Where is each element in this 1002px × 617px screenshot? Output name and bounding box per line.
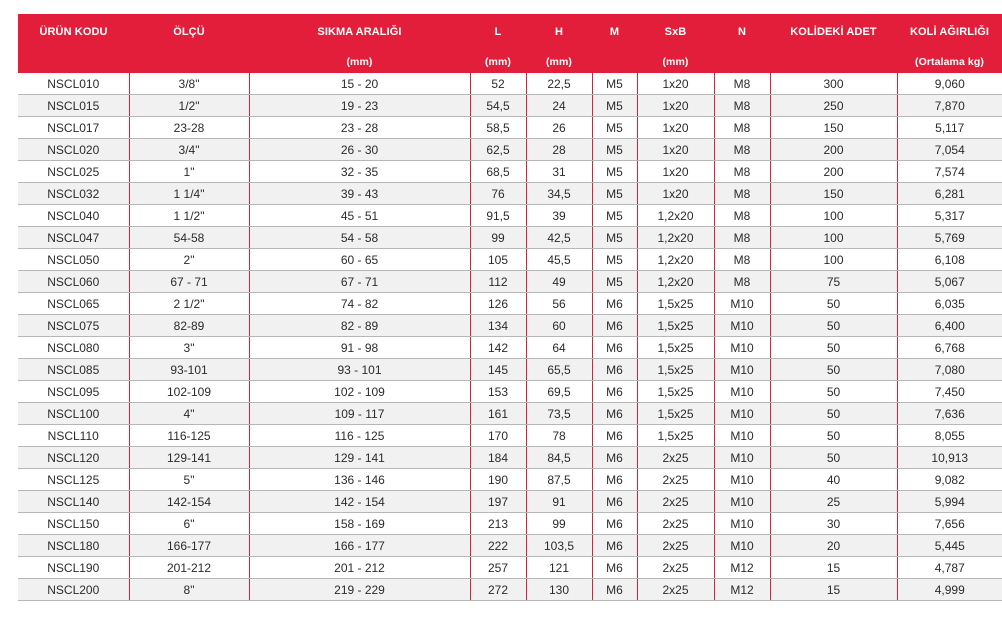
cell-h: 121 bbox=[526, 557, 592, 579]
subheader-sxb-unit: (mm) bbox=[637, 50, 714, 73]
cell-l: 58,5 bbox=[470, 117, 526, 139]
cell-koli-agirligi: 6,108 bbox=[897, 249, 1002, 271]
header-l: L bbox=[470, 14, 526, 50]
cell-sxb: 1,5x25 bbox=[637, 293, 714, 315]
cell-h: 42,5 bbox=[526, 227, 592, 249]
cell-n: M8 bbox=[714, 183, 770, 205]
cell-l: 142 bbox=[470, 337, 526, 359]
cell-h: 103,5 bbox=[526, 535, 592, 557]
table-row bbox=[18, 381, 1002, 403]
subheader-row bbox=[18, 50, 1002, 73]
table-row bbox=[18, 579, 1002, 601]
cell-l: 145 bbox=[470, 359, 526, 381]
header-sikma-araligi: SIKMA ARALIĞI bbox=[249, 14, 470, 50]
cell-koli-agirligi: 5,117 bbox=[897, 117, 1002, 139]
cell-olcu: 129-141 bbox=[129, 447, 249, 469]
cell-n: M10 bbox=[714, 337, 770, 359]
cell-n: M10 bbox=[714, 359, 770, 381]
cell-olcu: 1/2" bbox=[129, 95, 249, 117]
header-koli-agirligi: KOLİ AĞIRLIĞI bbox=[897, 14, 1002, 50]
cell-l: 68,5 bbox=[470, 161, 526, 183]
cell-olcu: 116-125 bbox=[129, 425, 249, 447]
cell-n: M12 bbox=[714, 557, 770, 579]
table-row bbox=[18, 95, 1002, 117]
cell-urun-kodu: NSCL020 bbox=[18, 139, 129, 161]
cell-koli-agirligi: 7,574 bbox=[897, 161, 1002, 183]
cell-sikma-araligi: 19 - 23 bbox=[249, 95, 470, 117]
cell-n: M10 bbox=[714, 293, 770, 315]
header-m: M bbox=[592, 14, 637, 50]
cell-l: 52 bbox=[470, 73, 526, 95]
cell-m: M6 bbox=[592, 425, 637, 447]
subheader-h-unit: (mm) bbox=[526, 50, 592, 73]
cell-olcu: 6" bbox=[129, 513, 249, 535]
cell-l: 134 bbox=[470, 315, 526, 337]
cell-h: 26 bbox=[526, 117, 592, 139]
cell-h: 91 bbox=[526, 491, 592, 513]
cell-olcu: 4" bbox=[129, 403, 249, 425]
cell-sxb: 1x20 bbox=[637, 73, 714, 95]
cell-urun-kodu: NSCL017 bbox=[18, 117, 129, 139]
cell-h: 56 bbox=[526, 293, 592, 315]
subheader-sikma-araligi-unit: (mm) bbox=[249, 50, 470, 73]
cell-sxb: 1,5x25 bbox=[637, 403, 714, 425]
cell-n: M8 bbox=[714, 249, 770, 271]
cell-sxb: 1x20 bbox=[637, 161, 714, 183]
cell-h: 87,5 bbox=[526, 469, 592, 491]
cell-urun-kodu: NSCL150 bbox=[18, 513, 129, 535]
cell-m: M6 bbox=[592, 447, 637, 469]
table-row bbox=[18, 161, 1002, 183]
cell-l: 105 bbox=[470, 249, 526, 271]
cell-sxb: 2x25 bbox=[637, 513, 714, 535]
cell-n: M10 bbox=[714, 315, 770, 337]
cell-m: M6 bbox=[592, 337, 637, 359]
cell-kolideki-adet: 150 bbox=[770, 117, 897, 139]
table-row bbox=[18, 139, 1002, 161]
cell-sxb: 1x20 bbox=[637, 139, 714, 161]
cell-sikma-araligi: 219 - 229 bbox=[249, 579, 470, 601]
cell-urun-kodu: NSCL095 bbox=[18, 381, 129, 403]
cell-urun-kodu: NSCL050 bbox=[18, 249, 129, 271]
cell-olcu: 3/8" bbox=[129, 73, 249, 95]
cell-m: M6 bbox=[592, 381, 637, 403]
cell-sikma-araligi: 26 - 30 bbox=[249, 139, 470, 161]
cell-h: 60 bbox=[526, 315, 592, 337]
table-row bbox=[18, 557, 1002, 579]
cell-m: M6 bbox=[592, 535, 637, 557]
cell-n: M8 bbox=[714, 161, 770, 183]
cell-l: 257 bbox=[470, 557, 526, 579]
cell-l: 190 bbox=[470, 469, 526, 491]
cell-koli-agirligi: 6,281 bbox=[897, 183, 1002, 205]
table-row bbox=[18, 469, 1002, 491]
header-kolideki-adet: KOLİDEKİ ADET bbox=[770, 14, 897, 50]
subheader-olcu bbox=[129, 50, 249, 73]
cell-kolideki-adet: 50 bbox=[770, 447, 897, 469]
cell-h: 69,5 bbox=[526, 381, 592, 403]
cell-olcu: 82-89 bbox=[129, 315, 249, 337]
subheader-n bbox=[714, 50, 770, 73]
cell-olcu: 1 1/2" bbox=[129, 205, 249, 227]
cell-sikma-araligi: 109 - 117 bbox=[249, 403, 470, 425]
cell-sikma-araligi: 102 - 109 bbox=[249, 381, 470, 403]
table-row bbox=[18, 359, 1002, 381]
cell-urun-kodu: NSCL065 bbox=[18, 293, 129, 315]
cell-sxb: 1,2x20 bbox=[637, 205, 714, 227]
cell-olcu: 201-212 bbox=[129, 557, 249, 579]
cell-koli-agirligi: 7,080 bbox=[897, 359, 1002, 381]
cell-kolideki-adet: 15 bbox=[770, 557, 897, 579]
cell-h: 78 bbox=[526, 425, 592, 447]
cell-m: M5 bbox=[592, 139, 637, 161]
cell-m: M5 bbox=[592, 271, 637, 293]
header-sxb: SxB bbox=[637, 14, 714, 50]
cell-kolideki-adet: 40 bbox=[770, 469, 897, 491]
cell-sikma-araligi: 54 - 58 bbox=[249, 227, 470, 249]
cell-m: M6 bbox=[592, 513, 637, 535]
cell-sxb: 1,5x25 bbox=[637, 315, 714, 337]
cell-m: M6 bbox=[592, 557, 637, 579]
cell-n: M8 bbox=[714, 95, 770, 117]
cell-olcu: 2" bbox=[129, 249, 249, 271]
cell-sxb: 1x20 bbox=[637, 95, 714, 117]
cell-olcu: 23-28 bbox=[129, 117, 249, 139]
cell-sikma-araligi: 93 - 101 bbox=[249, 359, 470, 381]
cell-m: M5 bbox=[592, 161, 637, 183]
cell-m: M6 bbox=[592, 403, 637, 425]
cell-kolideki-adet: 50 bbox=[770, 337, 897, 359]
cell-m: M5 bbox=[592, 249, 637, 271]
cell-sikma-araligi: 201 - 212 bbox=[249, 557, 470, 579]
cell-olcu: 1" bbox=[129, 161, 249, 183]
cell-olcu: 8" bbox=[129, 579, 249, 601]
cell-h: 28 bbox=[526, 139, 592, 161]
table-row bbox=[18, 227, 1002, 249]
table-row bbox=[18, 205, 1002, 227]
cell-l: 112 bbox=[470, 271, 526, 293]
cell-sikma-araligi: 23 - 28 bbox=[249, 117, 470, 139]
table-row bbox=[18, 293, 1002, 315]
cell-l: 99 bbox=[470, 227, 526, 249]
cell-koli-agirligi: 5,317 bbox=[897, 205, 1002, 227]
cell-kolideki-adet: 15 bbox=[770, 579, 897, 601]
cell-kolideki-adet: 50 bbox=[770, 293, 897, 315]
cell-kolideki-adet: 50 bbox=[770, 403, 897, 425]
cell-sikma-araligi: 74 - 82 bbox=[249, 293, 470, 315]
cell-l: 184 bbox=[470, 447, 526, 469]
cell-h: 73,5 bbox=[526, 403, 592, 425]
cell-n: M10 bbox=[714, 469, 770, 491]
cell-sxb: 1x20 bbox=[637, 183, 714, 205]
cell-sxb: 1,2x20 bbox=[637, 271, 714, 293]
cell-urun-kodu: NSCL140 bbox=[18, 491, 129, 513]
cell-l: 126 bbox=[470, 293, 526, 315]
cell-sxb: 1,2x20 bbox=[637, 227, 714, 249]
cell-l: 222 bbox=[470, 535, 526, 557]
cell-koli-agirligi: 9,082 bbox=[897, 469, 1002, 491]
cell-m: M6 bbox=[592, 469, 637, 491]
subheader-urun-kodu bbox=[18, 50, 129, 73]
cell-kolideki-adet: 100 bbox=[770, 205, 897, 227]
cell-n: M10 bbox=[714, 491, 770, 513]
cell-kolideki-adet: 50 bbox=[770, 381, 897, 403]
cell-kolideki-adet: 50 bbox=[770, 315, 897, 337]
cell-urun-kodu: NSCL190 bbox=[18, 557, 129, 579]
cell-olcu: 3/4" bbox=[129, 139, 249, 161]
cell-kolideki-adet: 100 bbox=[770, 249, 897, 271]
cell-sikma-araligi: 15 - 20 bbox=[249, 73, 470, 95]
cell-m: M6 bbox=[592, 579, 637, 601]
cell-n: M12 bbox=[714, 579, 770, 601]
cell-m: M6 bbox=[592, 293, 637, 315]
cell-koli-agirligi: 8,055 bbox=[897, 425, 1002, 447]
cell-l: 76 bbox=[470, 183, 526, 205]
cell-sikma-araligi: 116 - 125 bbox=[249, 425, 470, 447]
cell-l: 272 bbox=[470, 579, 526, 601]
cell-kolideki-adet: 50 bbox=[770, 425, 897, 447]
cell-koli-agirligi: 10,913 bbox=[897, 447, 1002, 469]
cell-n: M10 bbox=[714, 535, 770, 557]
cell-urun-kodu: NSCL180 bbox=[18, 535, 129, 557]
subheader-l-unit: (mm) bbox=[470, 50, 526, 73]
cell-urun-kodu: NSCL010 bbox=[18, 73, 129, 95]
cell-m: M5 bbox=[592, 183, 637, 205]
table-row bbox=[18, 535, 1002, 557]
cell-koli-agirligi: 9,060 bbox=[897, 73, 1002, 95]
cell-sxb: 2x25 bbox=[637, 447, 714, 469]
table-body bbox=[18, 73, 1002, 601]
cell-kolideki-adet: 25 bbox=[770, 491, 897, 513]
cell-h: 99 bbox=[526, 513, 592, 535]
cell-sikma-araligi: 82 - 89 bbox=[249, 315, 470, 337]
cell-koli-agirligi: 5,769 bbox=[897, 227, 1002, 249]
cell-urun-kodu: NSCL100 bbox=[18, 403, 129, 425]
table-row bbox=[18, 249, 1002, 271]
table-row bbox=[18, 271, 1002, 293]
subheader-m bbox=[592, 50, 637, 73]
cell-h: 34,5 bbox=[526, 183, 592, 205]
cell-koli-agirligi: 5,445 bbox=[897, 535, 1002, 557]
cell-sikma-araligi: 91 - 98 bbox=[249, 337, 470, 359]
subheader-koli-agirligi-unit: (Ortalama kg) bbox=[897, 50, 1002, 73]
cell-sxb: 2x25 bbox=[637, 469, 714, 491]
cell-l: 197 bbox=[470, 491, 526, 513]
cell-n: M10 bbox=[714, 425, 770, 447]
cell-n: M8 bbox=[714, 271, 770, 293]
cell-n: M8 bbox=[714, 73, 770, 95]
cell-n: M10 bbox=[714, 447, 770, 469]
cell-sikma-araligi: 60 - 65 bbox=[249, 249, 470, 271]
cell-olcu: 5" bbox=[129, 469, 249, 491]
cell-n: M8 bbox=[714, 227, 770, 249]
cell-l: 161 bbox=[470, 403, 526, 425]
cell-koli-agirligi: 4,787 bbox=[897, 557, 1002, 579]
cell-n: M10 bbox=[714, 513, 770, 535]
cell-olcu: 1 1/4" bbox=[129, 183, 249, 205]
table-row bbox=[18, 403, 1002, 425]
subheader-kolideki-adet bbox=[770, 50, 897, 73]
cell-kolideki-adet: 75 bbox=[770, 271, 897, 293]
cell-olcu: 3" bbox=[129, 337, 249, 359]
cell-l: 213 bbox=[470, 513, 526, 535]
cell-m: M6 bbox=[592, 315, 637, 337]
cell-h: 45,5 bbox=[526, 249, 592, 271]
cell-koli-agirligi: 7,656 bbox=[897, 513, 1002, 535]
cell-urun-kodu: NSCL025 bbox=[18, 161, 129, 183]
cell-olcu: 102-109 bbox=[129, 381, 249, 403]
cell-kolideki-adet: 200 bbox=[770, 139, 897, 161]
cell-sxb: 1,5x25 bbox=[637, 359, 714, 381]
cell-koli-agirligi: 6,400 bbox=[897, 315, 1002, 337]
cell-n: M8 bbox=[714, 117, 770, 139]
cell-h: 24 bbox=[526, 95, 592, 117]
cell-kolideki-adet: 100 bbox=[770, 227, 897, 249]
product-spec-table bbox=[18, 14, 1002, 601]
cell-urun-kodu: NSCL060 bbox=[18, 271, 129, 293]
cell-h: 130 bbox=[526, 579, 592, 601]
cell-n: M8 bbox=[714, 205, 770, 227]
header-n: N bbox=[714, 14, 770, 50]
header-h: H bbox=[526, 14, 592, 50]
cell-urun-kodu: NSCL032 bbox=[18, 183, 129, 205]
cell-m: M6 bbox=[592, 359, 637, 381]
cell-koli-agirligi: 5,994 bbox=[897, 491, 1002, 513]
table-row bbox=[18, 183, 1002, 205]
cell-sikma-araligi: 142 - 154 bbox=[249, 491, 470, 513]
cell-urun-kodu: NSCL040 bbox=[18, 205, 129, 227]
cell-koli-agirligi: 7,054 bbox=[897, 139, 1002, 161]
table-row bbox=[18, 117, 1002, 139]
cell-olcu: 142-154 bbox=[129, 491, 249, 513]
cell-olcu: 54-58 bbox=[129, 227, 249, 249]
cell-l: 153 bbox=[470, 381, 526, 403]
table-row bbox=[18, 447, 1002, 469]
cell-h: 49 bbox=[526, 271, 592, 293]
cell-olcu: 67 - 71 bbox=[129, 271, 249, 293]
table-row bbox=[18, 337, 1002, 359]
cell-m: M5 bbox=[592, 73, 637, 95]
cell-sxb: 1,5x25 bbox=[637, 337, 714, 359]
cell-m: M6 bbox=[592, 491, 637, 513]
cell-sxb: 2x25 bbox=[637, 579, 714, 601]
cell-koli-agirligi: 7,870 bbox=[897, 95, 1002, 117]
cell-h: 64 bbox=[526, 337, 592, 359]
cell-koli-agirligi: 4,999 bbox=[897, 579, 1002, 601]
table-header bbox=[18, 14, 1002, 73]
cell-h: 31 bbox=[526, 161, 592, 183]
table-row bbox=[18, 491, 1002, 513]
cell-sikma-araligi: 45 - 51 bbox=[249, 205, 470, 227]
cell-urun-kodu: NSCL080 bbox=[18, 337, 129, 359]
cell-sxb: 2x25 bbox=[637, 491, 714, 513]
cell-urun-kodu: NSCL075 bbox=[18, 315, 129, 337]
cell-koli-agirligi: 7,636 bbox=[897, 403, 1002, 425]
cell-sxb: 1,5x25 bbox=[637, 381, 714, 403]
cell-sikma-araligi: 39 - 43 bbox=[249, 183, 470, 205]
cell-sikma-araligi: 166 - 177 bbox=[249, 535, 470, 557]
table-row bbox=[18, 425, 1002, 447]
cell-kolideki-adet: 30 bbox=[770, 513, 897, 535]
cell-kolideki-adet: 300 bbox=[770, 73, 897, 95]
cell-koli-agirligi: 6,035 bbox=[897, 293, 1002, 315]
cell-m: M5 bbox=[592, 227, 637, 249]
cell-h: 84,5 bbox=[526, 447, 592, 469]
cell-sikma-araligi: 158 - 169 bbox=[249, 513, 470, 535]
cell-olcu: 166-177 bbox=[129, 535, 249, 557]
cell-m: M5 bbox=[592, 117, 637, 139]
cell-l: 54,5 bbox=[470, 95, 526, 117]
cell-urun-kodu: NSCL085 bbox=[18, 359, 129, 381]
cell-urun-kodu: NSCL125 bbox=[18, 469, 129, 491]
cell-m: M5 bbox=[592, 205, 637, 227]
cell-olcu: 2 1/2" bbox=[129, 293, 249, 315]
cell-h: 65,5 bbox=[526, 359, 592, 381]
cell-m: M5 bbox=[592, 95, 637, 117]
cell-kolideki-adet: 50 bbox=[770, 359, 897, 381]
cell-urun-kodu: NSCL047 bbox=[18, 227, 129, 249]
cell-sxb: 2x25 bbox=[637, 535, 714, 557]
cell-urun-kodu: NSCL200 bbox=[18, 579, 129, 601]
cell-l: 91,5 bbox=[470, 205, 526, 227]
cell-sikma-araligi: 129 - 141 bbox=[249, 447, 470, 469]
cell-n: M8 bbox=[714, 139, 770, 161]
cell-sikma-araligi: 32 - 35 bbox=[249, 161, 470, 183]
header-olcu: ÖLÇÜ bbox=[129, 14, 249, 50]
cell-n: M10 bbox=[714, 381, 770, 403]
cell-kolideki-adet: 20 bbox=[770, 535, 897, 557]
cell-sxb: 1x20 bbox=[637, 117, 714, 139]
cell-h: 39 bbox=[526, 205, 592, 227]
cell-kolideki-adet: 150 bbox=[770, 183, 897, 205]
cell-koli-agirligi: 5,067 bbox=[897, 271, 1002, 293]
cell-l: 170 bbox=[470, 425, 526, 447]
cell-kolideki-adet: 250 bbox=[770, 95, 897, 117]
cell-koli-agirligi: 6,768 bbox=[897, 337, 1002, 359]
table-row bbox=[18, 73, 1002, 95]
cell-sikma-araligi: 67 - 71 bbox=[249, 271, 470, 293]
cell-l: 62,5 bbox=[470, 139, 526, 161]
cell-kolideki-adet: 200 bbox=[770, 161, 897, 183]
cell-olcu: 93-101 bbox=[129, 359, 249, 381]
cell-urun-kodu: NSCL120 bbox=[18, 447, 129, 469]
cell-urun-kodu: NSCL015 bbox=[18, 95, 129, 117]
cell-h: 22,5 bbox=[526, 73, 592, 95]
cell-n: M10 bbox=[714, 403, 770, 425]
cell-sxb: 2x25 bbox=[637, 557, 714, 579]
cell-urun-kodu: NSCL110 bbox=[18, 425, 129, 447]
table-row bbox=[18, 513, 1002, 535]
header-row bbox=[18, 14, 1002, 50]
product-spec-table-container bbox=[18, 14, 990, 601]
cell-sxb: 1,2x20 bbox=[637, 249, 714, 271]
cell-sikma-araligi: 136 - 146 bbox=[249, 469, 470, 491]
header-urun-kodu: ÜRÜN KODU bbox=[18, 14, 129, 50]
cell-koli-agirligi: 7,450 bbox=[897, 381, 1002, 403]
table-row bbox=[18, 315, 1002, 337]
cell-sxb: 1,5x25 bbox=[637, 425, 714, 447]
